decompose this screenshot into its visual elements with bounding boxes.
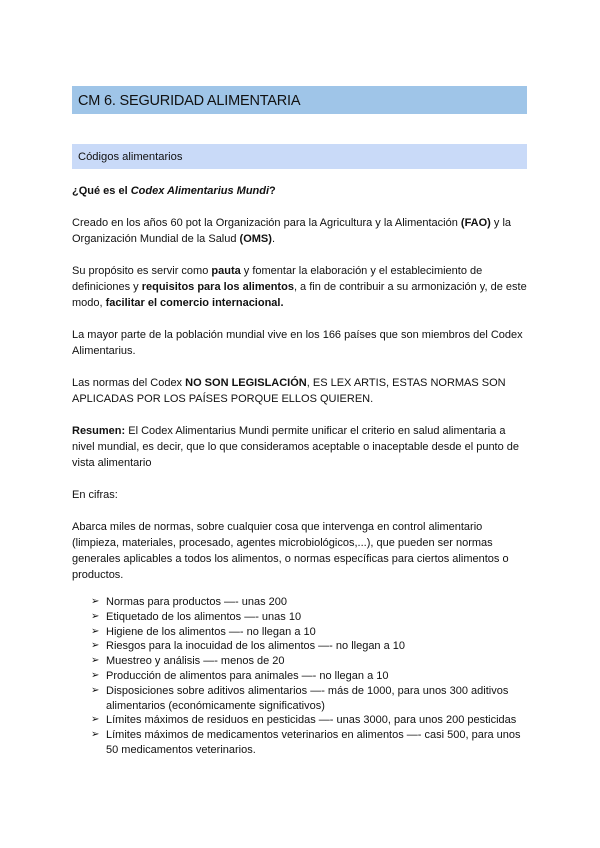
arrow-bullet-icon: ➢ [91, 640, 100, 652]
list-item: ➢ Riesgos para la inocuidad de los alimentos —- no llegan a 10 [91, 640, 406, 653]
paragraph-members: La mayor parte de la población mundial vive en los 166 países que son miembros del Codex Alimentarius. [72, 329, 523, 357]
list-item: ➢ Etiquetado de los alimentos —- unas 10 [91, 610, 302, 623]
document-page [72, 86, 527, 758]
arrow-bullet-icon: ➢ [91, 729, 100, 741]
arrow-bullet-icon: ➢ [91, 625, 100, 637]
arrow-bullet-icon: ➢ [91, 714, 100, 726]
list-item: ➢ Higiene de los alimentos —- no llegan a 10 [91, 625, 316, 638]
arrow-bullet-icon: ➢ [91, 684, 100, 696]
list-item: ➢ Producción de alimentos para animales —- no llegan a 10 [91, 669, 389, 682]
paragraph-figures-label: En cifras: [72, 489, 118, 501]
paragraph-legislation: Las normas del Codex NO SON LEGISLACIÓN, ES LEX ARTIS, ESTAS NORMAS SON APLICADAS POR LOS PAÍSES PORQUE ELLOS QUIEREN. [72, 377, 506, 405]
page-title: CM 6. SEGURIDAD ALIMENTARIA [72, 86, 527, 114]
list-item: ➢ Normas para productos —- unas 200 [91, 596, 287, 608]
list-item: ➢ Muestreo y análisis —- menos de 20 [91, 655, 285, 668]
list-item: ➢ Disposiciones sobre aditivos alimentarios —- más de 1000, para unos 300 aditivos alimentarios (económicamente significativos) [91, 684, 509, 712]
arrow-bullet-icon: ➢ [91, 596, 100, 607]
list-item: ➢ Límites máximos de medicamentos veterinarios en alimentos —- casi 500, para unos 50 medicamentos veterinarios. [91, 729, 521, 756]
paragraph-origin: Creado en los años 60 pot la Organización para la Agricultura y la Alimentación (FAO) y la Organización Mundial de la Salud (OMS). [72, 217, 512, 245]
paragraph-scope: Abarca miles de normas, sobre cualquier cosa que intervenga en control alimentario (limpieza, materiales, procesado, agentes microbiológicos,...), que pueden ser normas generales aplicables a todos los alimentos, o normas específicas para ciertos alimentos o productos. [72, 521, 509, 581]
paragraph-summary: Resumen: El Codex Alimentarius Mundi permite unificar el criterio en salud alimentaria a nivel mundial, es decir, que lo que consideramos aceptable o inaceptable desde el punto de vista alimentario [72, 425, 520, 469]
arrow-bullet-icon: ➢ [91, 669, 100, 681]
arrow-bullet-icon: ➢ [91, 610, 100, 622]
question-heading: ¿Qué es el Codex Alimentarius Mundi? [72, 185, 276, 197]
list-item: ➢ Límites máximos de residuos en pesticidas —- unas 3000, para unos 200 pesticidas [91, 714, 517, 727]
paragraph-purpose: Su propósito es servir como pauta y fomentar la elaboración y el establecimiento de definiciones y requisitos para los alimentos, a fin de contribuir a su armonización y, de este modo, facilitar el comercio internacional. [72, 265, 527, 309]
section-heading: Códigos alimentarios [72, 144, 527, 169]
arrow-bullet-icon: ➢ [91, 655, 100, 667]
figures-list [72, 595, 527, 758]
